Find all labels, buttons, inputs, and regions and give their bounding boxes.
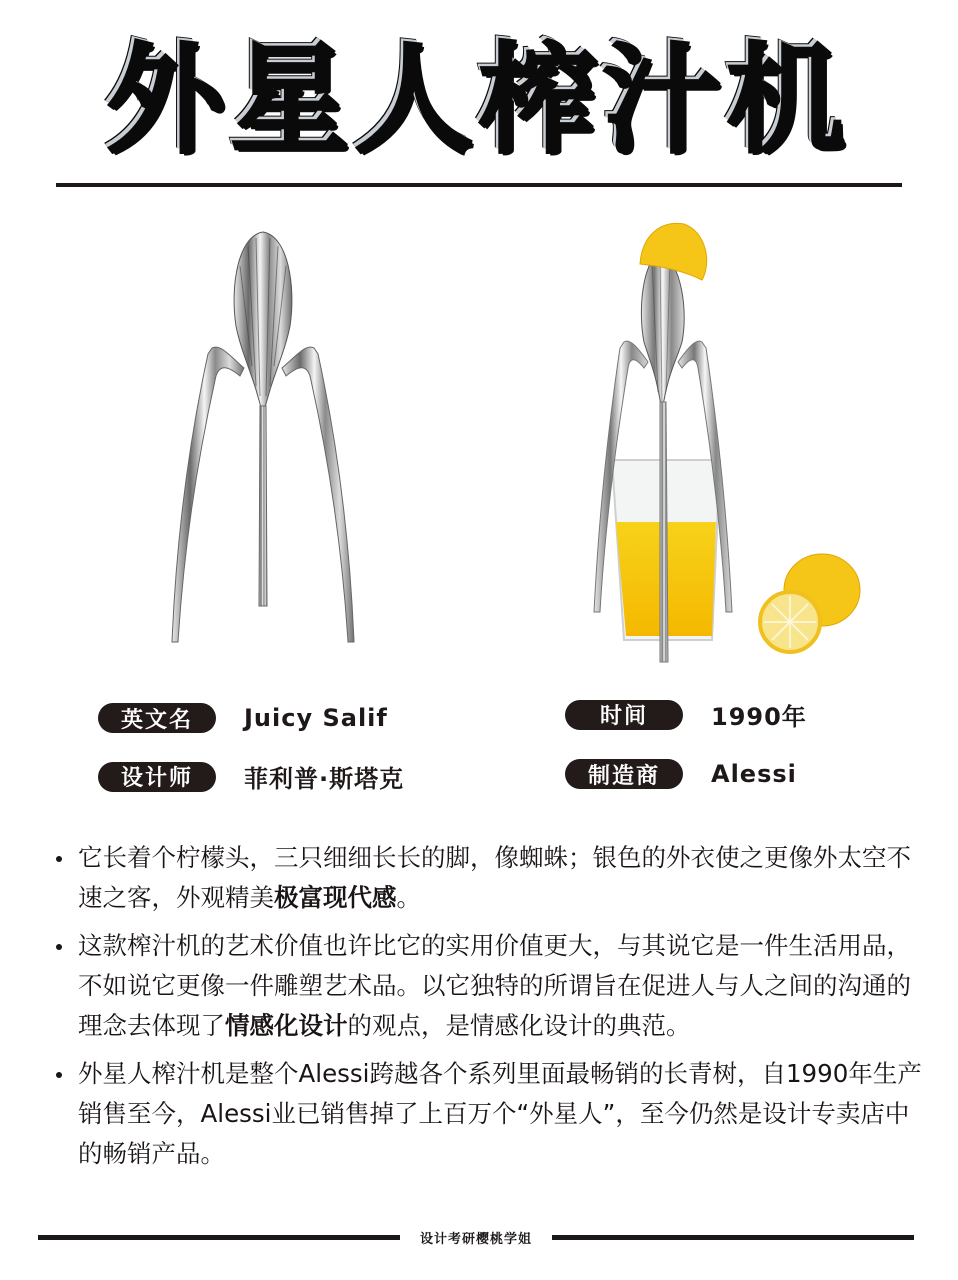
bullet-emphasis: 情感化设计 (225, 1011, 348, 1040)
footer-divider-right (552, 1235, 914, 1240)
bullet-text: 这款榨汁机的艺术价值也许比它的实用价值更大，与其说它是一件生活用品，不如说它更像一件雕塑艺术品。以它独特的所谓旨在促进人与人之间的沟通的理念去体现了 (78, 931, 911, 1040)
list-item (52, 926, 922, 1046)
list-item (52, 838, 922, 918)
value-english-name: Juicy Salif (244, 704, 388, 732)
description-list (52, 838, 922, 1174)
info-english-name (98, 703, 388, 733)
info-designer (98, 759, 404, 794)
juicer-image-plain (168, 226, 358, 646)
bullet-text: 外星人榨汁机是整个Alessi跨越各个系列里面最畅销的长青树，自1990年生产销售至今，Alessi业已销售掉了上百万个“外星人”，至今仍然是设计专卖店中的畅销产品。 (78, 1059, 922, 1168)
label-english-name: 英文名 (98, 703, 216, 733)
value-manufacturer: Alessi (711, 760, 797, 788)
value-designer: 菲利普·斯塔克 (244, 765, 405, 793)
bullet-text: 的观点，是情感化设计的典范。 (347, 1011, 691, 1040)
label-manufacturer: 制造商 (565, 759, 683, 789)
list-item (52, 1054, 922, 1174)
bullet-text: 。 (396, 883, 421, 912)
page-title: 外星人榨汁机 (106, 31, 851, 169)
title-divider (56, 183, 902, 187)
value-year: 1990年 (711, 703, 807, 731)
info-year (565, 697, 807, 732)
footer (38, 1227, 914, 1247)
bullet-text: 它长着个柠檬头，三只细细长长的脚，像蜘蛛；银色的外衣使之更像外太空不速之客，外观精美 (78, 843, 911, 912)
label-designer: 设计师 (98, 762, 216, 792)
juicer-image-with-lemon (590, 212, 870, 668)
label-year: 时间 (565, 700, 683, 730)
footer-divider-left (38, 1235, 400, 1240)
bullet-emphasis: 极富现代感 (274, 883, 397, 912)
footer-signature: 设计考研樱桃学姐 (420, 1231, 533, 1247)
info-manufacturer (565, 759, 797, 789)
